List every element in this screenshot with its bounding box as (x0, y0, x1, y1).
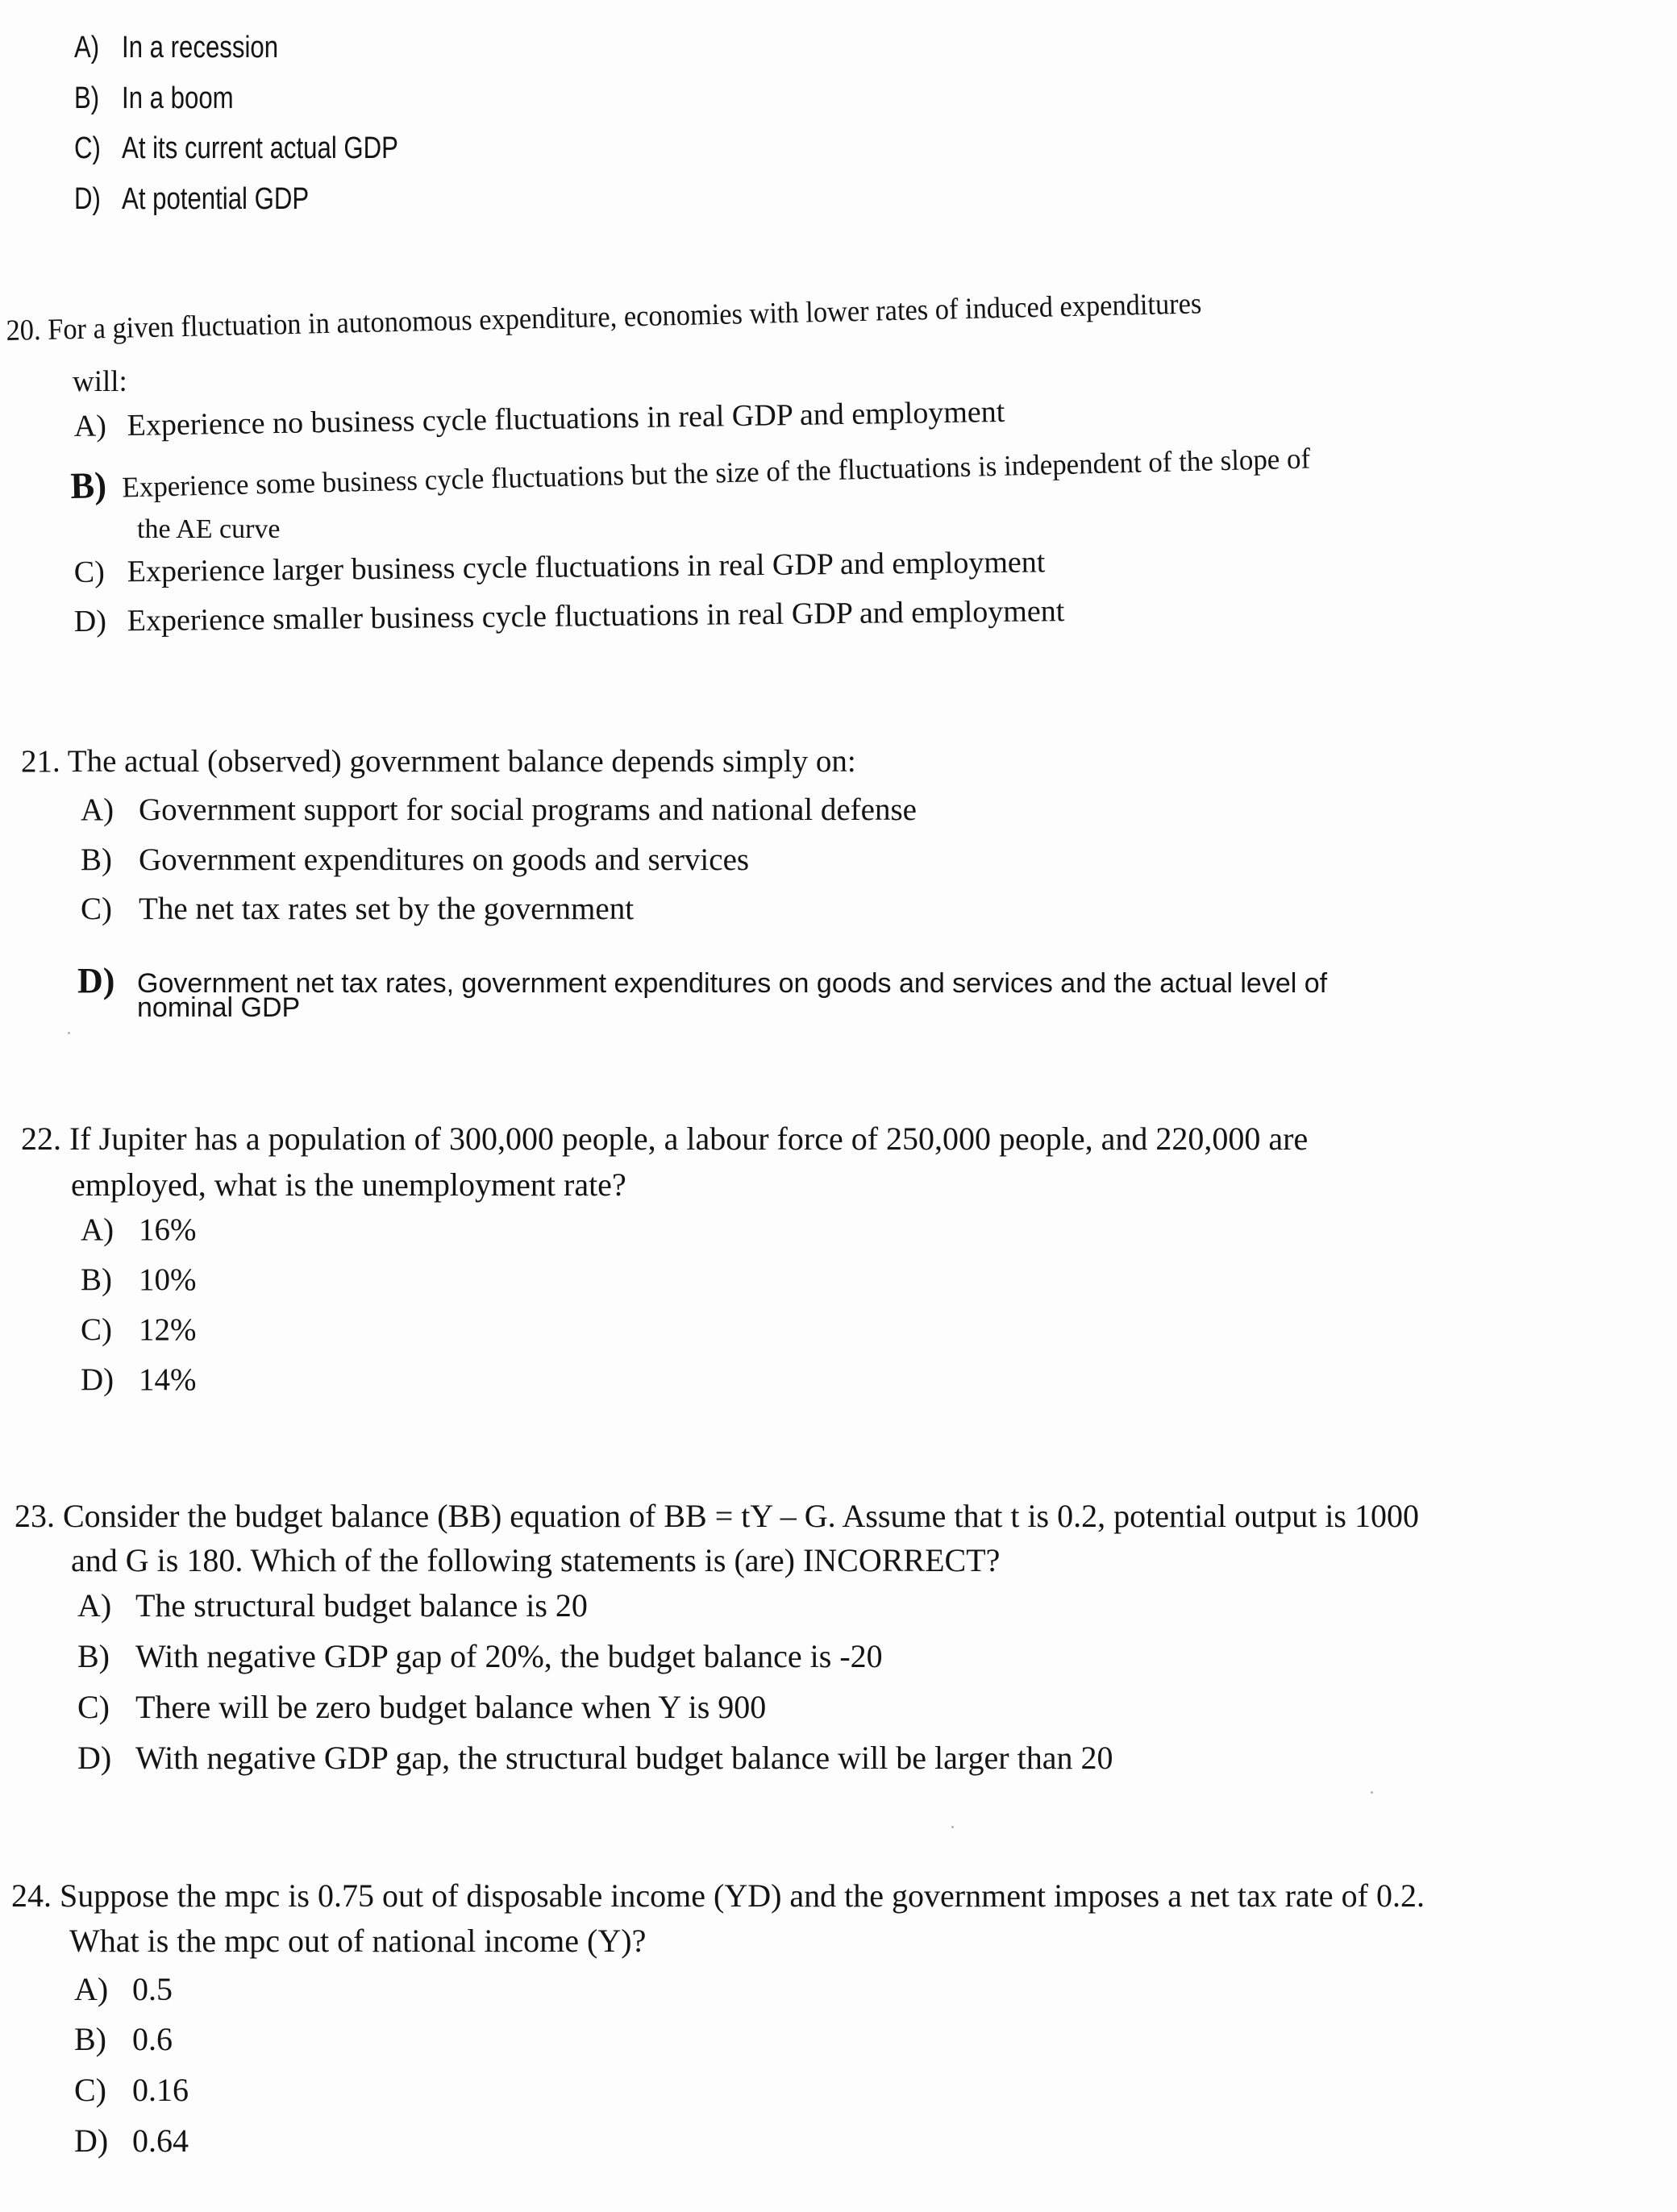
option-b (74, 2023, 173, 2056)
question-number: 20. (6, 314, 42, 347)
option-letter: D) (74, 2123, 109, 2159)
option-text: With negative GDP gap, the structural budget balance will be larger than 20 (135, 1740, 1113, 1776)
option-a (73, 394, 1005, 443)
option-b (70, 437, 1311, 505)
question-number: 23. (15, 1498, 55, 1534)
option-a (81, 1214, 197, 1245)
option-letter: C) (74, 2072, 106, 2108)
option-text: At its current actual GDP (122, 131, 398, 165)
option-c (74, 133, 398, 164)
option-text: At potential GDP (122, 182, 310, 216)
option-letter: C) (81, 1312, 112, 1347)
question-stem-cont: What is the mpc out of national income (Y)? (69, 1923, 647, 1959)
option-letter: D) (81, 1362, 114, 1397)
option-c (74, 2074, 189, 2106)
question-stem (21, 1123, 1308, 1155)
option-letter: A) (77, 1587, 112, 1624)
option-text: In a boom (122, 81, 234, 115)
question-text: For a given fluctuation in autonomous expenditure, economies with lower rates of induced expenditures (47, 287, 1202, 347)
option-a (74, 1973, 173, 2006)
option-text: Experience smaller business cycle fluctuations in real GDP and employment (127, 594, 1065, 638)
option-text: Experience larger business cycle fluctuations in real GDP and employment (127, 545, 1046, 589)
option-d (74, 596, 1065, 637)
question-stem-cont: employed, what is the unemployment rate? (71, 1166, 626, 1203)
option-text: 0.16 (132, 2072, 189, 2108)
scan-speck (68, 1032, 70, 1034)
option-letter: A) (74, 1971, 109, 2007)
option-a (81, 794, 917, 825)
option-d (77, 1742, 1113, 1774)
option-c (74, 547, 1046, 588)
option-letter: C) (77, 1689, 110, 1725)
option-text: 14% (139, 1362, 197, 1397)
option-text: Government expenditures on goods and services (139, 842, 750, 877)
option-d-cont: nominal GDP (137, 992, 301, 1023)
option-c (77, 1691, 766, 1723)
option-letter: D) (77, 961, 115, 1000)
option-text: Experience some business cycle fluctuations but the size of the fluctuations is independent of the slope of (122, 442, 1311, 504)
question-text: Suppose the mpc is 0.75 out of disposable income (YD) and the government imposes a net tax rate of 0.2. (60, 1877, 1425, 1914)
option-b (81, 1264, 197, 1295)
option-letter: C) (74, 131, 101, 165)
option-text: 0.5 (132, 1971, 173, 2007)
option-a (77, 1587, 588, 1624)
question-stem (6, 289, 1202, 346)
option-text: The structural budget balance is 20 (135, 1587, 588, 1624)
option-letter: B) (77, 1638, 110, 1674)
option-text: 16% (139, 1212, 197, 1247)
option-text: The net tax rates set by the government (139, 892, 635, 926)
option-letter: B) (81, 842, 112, 877)
question-number: 24. (11, 1877, 52, 1914)
option-text: In a recession (122, 31, 279, 64)
option-letter: A) (81, 792, 114, 827)
question-number: 22. (21, 1121, 61, 1157)
option-letter: A) (73, 409, 107, 443)
option-letter: C) (73, 555, 106, 589)
option-text: 0.64 (132, 2123, 189, 2159)
option-text: 0.6 (132, 2021, 173, 2057)
option-text: There will be zero budget balance when Y is 900 (135, 1689, 767, 1725)
question-stem (11, 1877, 1425, 1914)
option-b (81, 844, 749, 875)
question-stem-cont: will: (73, 365, 127, 398)
option-b (77, 1640, 883, 1673)
option-letter: B) (74, 81, 100, 115)
option-letter: D) (74, 182, 101, 216)
scan-speck (951, 1826, 954, 1828)
option-c (81, 1314, 197, 1345)
option-text: 10% (139, 1262, 197, 1297)
option-a (74, 32, 278, 63)
option-letter: D) (77, 1740, 112, 1776)
option-letter: D) (73, 604, 107, 638)
option-letter: A) (74, 31, 100, 64)
option-letter: C) (81, 892, 112, 926)
scan-speck (1371, 1791, 1373, 1794)
option-text: 12% (139, 1312, 197, 1347)
option-d (74, 2125, 189, 2157)
question-text: If Jupiter has a population of 300,000 people, a labour force of 250,000 people, and 220,000 are (69, 1121, 1309, 1157)
option-text: Experience no business cycle fluctuations in real GDP and employment (127, 394, 1005, 443)
option-text: With negative GDP gap of 20%, the budget balance is -20 (135, 1638, 883, 1674)
question-text: The actual (observed) government balance depends simply on: (67, 744, 856, 779)
option-text: Government net tax rates, government expenditures on goods and services and the actual level of (137, 968, 1328, 999)
option-b (74, 83, 234, 114)
question-stem (21, 746, 856, 777)
option-d (74, 184, 309, 214)
option-d (81, 1364, 197, 1395)
question-text: Consider the budget balance (BB) equation of BB = tY – G. Assume that t is 0.2, potential output is 1000 (63, 1498, 1419, 1534)
option-letter: B) (81, 1262, 112, 1297)
question-stem (15, 1500, 1419, 1532)
option-b-cont: the AE curve (137, 514, 281, 544)
question-number: 21. (21, 744, 60, 779)
option-c (81, 893, 634, 925)
option-letter: B) (74, 2021, 106, 2057)
option-letter: A) (81, 1212, 114, 1247)
question-stem-cont: and G is 180. Which of the following statements is (are) INCORRECT? (71, 1542, 1001, 1578)
option-letter: B) (69, 464, 107, 506)
option-text: Government support for social programs and national defense (139, 792, 917, 827)
